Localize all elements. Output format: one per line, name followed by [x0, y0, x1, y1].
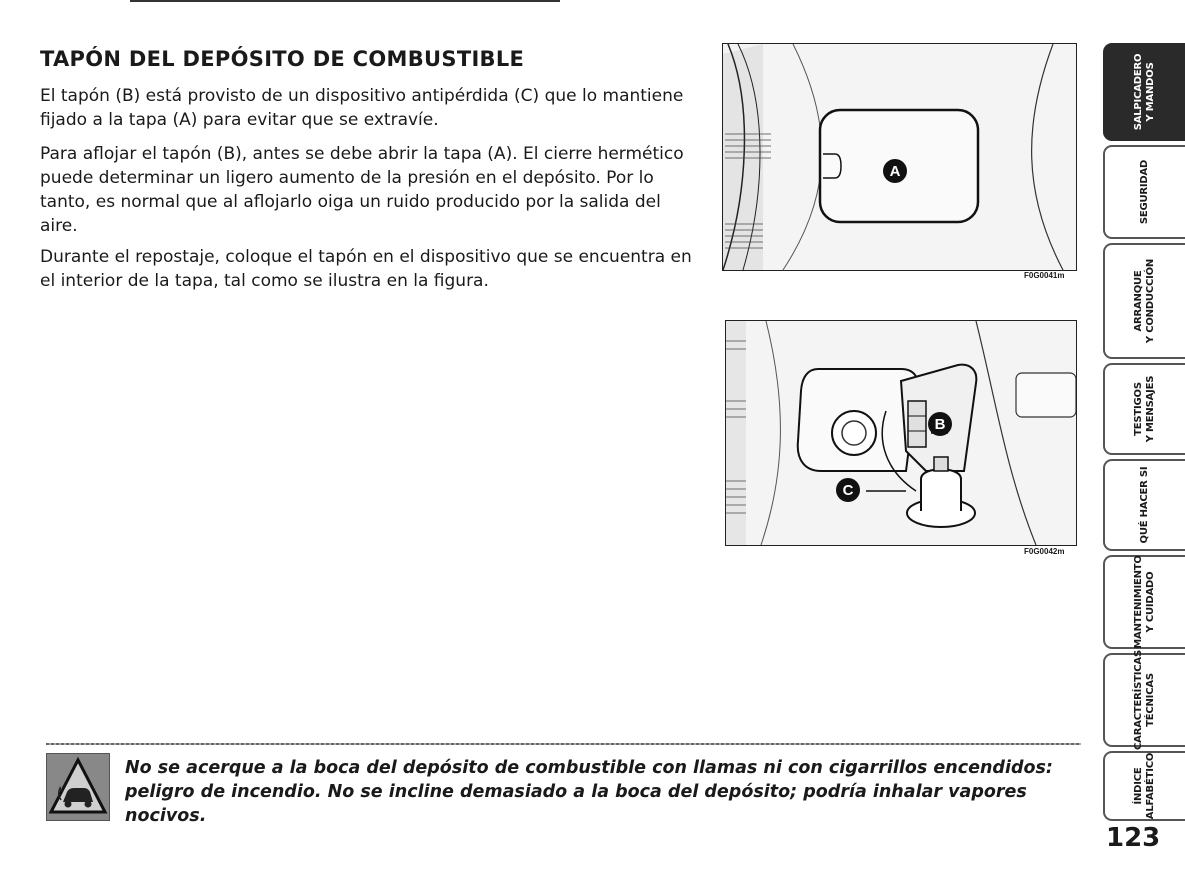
tab-caracteristicas[interactable]	[1103, 650, 1185, 750]
tab-label: TESTIGOS Y MENSAJES	[1133, 375, 1156, 443]
figure-fuel-flap-closed	[722, 43, 1077, 271]
callout-c	[835, 477, 861, 503]
tab-label: SALPICADERO Y MANDOS	[1133, 53, 1156, 131]
top-rule	[130, 0, 560, 2]
tab-mantenimiento[interactable]	[1103, 555, 1185, 649]
tab-salpicadero[interactable]	[1103, 43, 1185, 141]
paragraph-1: El tapón (B) está provisto de un dispositivo antipérdida (C) que lo mantiene fijado a la tapa (A) para evitar que se extravíe.	[40, 86, 684, 130]
figure-2-code: F0G0042m	[1024, 547, 1065, 556]
tab-label: SEGURIDAD	[1139, 159, 1150, 225]
page-number: 123	[1106, 823, 1161, 853]
tab-arranque[interactable]	[1103, 243, 1185, 359]
warning-rule	[46, 743, 1081, 745]
tab-seguridad[interactable]	[1103, 145, 1185, 239]
warning-text: No se acerque a la boca del depósito de combustible con llamas ni con cigarrillos encendidos: peligro de incendio. No se incline demasiado a la boca del depósito; podría inhalar vapores nocivos.	[125, 758, 1053, 826]
callout-a-label: A	[889, 163, 901, 180]
callout-b	[927, 411, 953, 437]
tab-label: QUÉ HACER SI	[1139, 466, 1150, 544]
warning-icon-box	[46, 753, 110, 821]
fuel-flap-open-illustration	[726, 321, 1076, 545]
fuel-flap-closed-illustration	[723, 44, 1076, 270]
paragraph-3: Durante el repostaje, coloque el tapón en el dispositivo que se encuentra en el interior de la tapa, tal como se ilustra en la figura.	[40, 247, 692, 291]
car-fire-warning-icon	[47, 754, 109, 820]
callout-b-label: B	[934, 416, 946, 433]
figure-1-code: F0G0041m	[1024, 271, 1065, 280]
tab-label: ARRANQUE Y CONDUCCIÓN	[1133, 258, 1156, 344]
paragraph-2: Para aflojar el tapón (B), antes se debe abrir la tapa (A). El cierre hermético puede determinar un ligero aumento de la presión en el depósito. Por lo tanto, es normal que al aflojarlo oiga un ruido producido por la salida del aire.	[40, 144, 684, 236]
tab-label: CARACTERÍSTICAS TÉCNICAS	[1133, 650, 1156, 750]
section-title: TAPÓN DEL DEPÓSITO DE COMBUSTIBLE	[40, 47, 525, 71]
figure-fuel-flap-open	[725, 320, 1077, 546]
tab-testigos[interactable]	[1103, 363, 1185, 455]
tab-label: ÍNDICE ALFABÉTICO	[1133, 752, 1156, 820]
callout-a	[882, 158, 908, 184]
tab-que-hacer-si[interactable]	[1103, 459, 1185, 551]
tab-label: MANTENIMIENTO Y CUIDADO	[1133, 555, 1156, 649]
tab-indice[interactable]	[1103, 751, 1185, 821]
callout-c-label: C	[842, 482, 854, 499]
